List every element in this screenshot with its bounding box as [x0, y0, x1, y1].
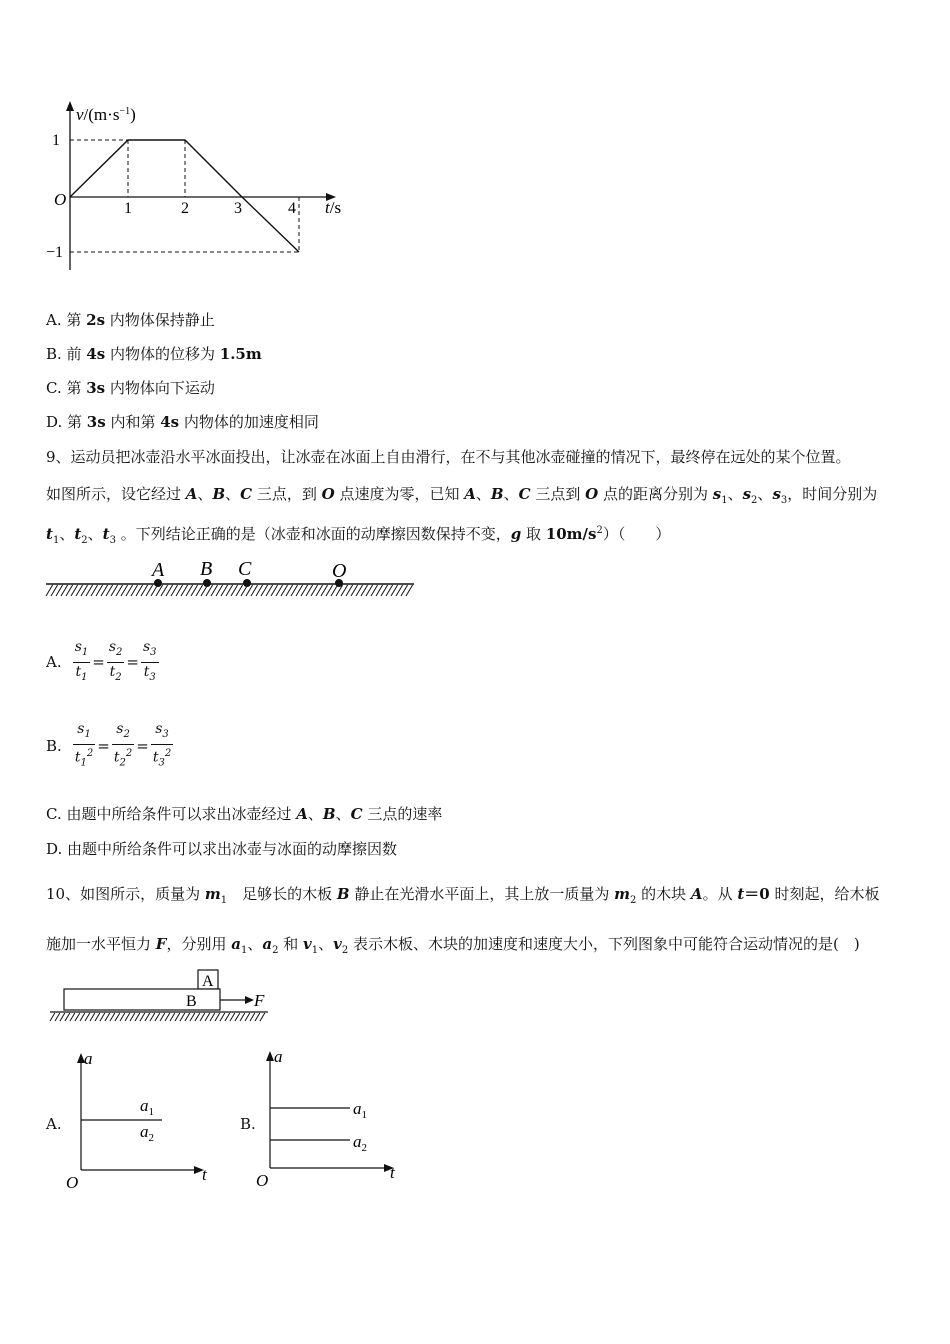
- x-tick-1: 1: [124, 200, 132, 217]
- y-axis-arrow: [66, 101, 74, 111]
- force-label: F: [254, 991, 265, 1010]
- hatch-mark: [130, 1013, 135, 1021]
- q10-graph-a: [62, 1048, 222, 1193]
- hatch-mark: [65, 1013, 70, 1021]
- y-label: a: [274, 1047, 283, 1066]
- hatch-mark: [230, 1013, 235, 1021]
- q10-graph-a-label: A.: [46, 1115, 62, 1133]
- a2-label: $a_2$: [140, 1122, 154, 1144]
- x-tick-2: 2: [181, 200, 189, 217]
- hatch-mark: [225, 1013, 230, 1021]
- q9-option-a: A. $\frac{s_1}{t_1}$ = $\frac{s_2}{t_2}$ = $\frac{s_3}{t_3}$: [46, 638, 159, 687]
- board-label: B: [186, 993, 197, 1010]
- velocity-time-graph: [40, 95, 360, 280]
- hatch-mark: [85, 1013, 90, 1021]
- label-b: B: [200, 558, 213, 580]
- hatch-mark: [210, 1013, 215, 1021]
- q10-graph-b-label: B.: [240, 1115, 256, 1133]
- q9-option-b: B. $\frac{s_1}{t_1^2}$ = $\frac{s_2}{t_2^2}$ = $\frac{s_3}{t_3^2}$: [46, 720, 173, 772]
- hatch-mark: [220, 1013, 225, 1021]
- q8-option-c: C. 第 3s 内物体向下运动: [46, 379, 215, 397]
- hatch-mark: [165, 1013, 170, 1021]
- hatch-mark: [125, 1013, 130, 1021]
- hatch-mark: [255, 1013, 260, 1021]
- q8-option-b: B. 前 4s 内物体的位移为 1.5m: [46, 345, 262, 363]
- hatch-mark: [150, 1013, 155, 1021]
- hatch-mark: [160, 1013, 165, 1021]
- hatch-mark: [90, 1013, 95, 1021]
- hatch-mark: [180, 1013, 185, 1021]
- x-label: t: [202, 1165, 207, 1184]
- q8-option-a: A. 第 2s 内物体保持静止: [46, 311, 215, 329]
- hatch-mark: [185, 1013, 190, 1021]
- hatch-mark: [200, 1013, 205, 1021]
- hatch-mark: [205, 1013, 210, 1021]
- hatch-mark: [155, 1013, 160, 1021]
- a1-label: $a_1$: [140, 1096, 154, 1118]
- y-label: $v/(m\cdot s^{-1})$: [76, 105, 136, 124]
- hatch-mark: [95, 1013, 100, 1021]
- q10-graph-b: [252, 1044, 412, 1192]
- q8-option-d: D. 第 3s 内和第 4s 内物体的加速度相同: [46, 413, 319, 431]
- q9-stem-line2: 如图所示，设它经过 A、B、C 三点，到 O 点速度为零，已知 A、B、C 三点到 O 点的距离分别为 $s_1$、$s_2$、$s_3$，时间分别为: [46, 485, 878, 506]
- hatch-mark: [100, 1013, 105, 1021]
- q9-stem-line1: 9、运动员把冰壶沿水平冰面投出，让冰壶在冰面上自由滑行，在不与其他冰壶碰撞的情况下，最终停在远处的某个位置。: [46, 448, 851, 466]
- block-board-figure: [46, 966, 276, 1024]
- fraction-s2-t2sq: $\frac{s_2}{t_2^2}$: [113, 721, 133, 769]
- q9-option-d: D. 由题中所给条件可以求出冰壶与冰面的动摩擦因数: [46, 840, 398, 858]
- block-label: A: [202, 973, 214, 990]
- hatch-mark: [105, 1013, 110, 1021]
- origin-label: O: [54, 190, 67, 209]
- x-tick-3: 3: [234, 200, 242, 217]
- hatch-mark: [190, 1013, 195, 1021]
- label-a: A: [152, 559, 165, 581]
- hatch-mark: [70, 1013, 75, 1021]
- hatch-mark: [55, 1013, 60, 1021]
- fraction-s1-t1sq: $\frac{s_1}{t_1^2}$: [74, 721, 94, 769]
- ice-surface-figure: [44, 556, 424, 600]
- hatch-mark: [245, 1013, 250, 1021]
- hatch-mark: [240, 1013, 245, 1021]
- label-o: O: [332, 560, 347, 582]
- hatch-mark: [80, 1013, 85, 1021]
- x-tick-4: 4: [288, 200, 296, 217]
- q10-stem-line2: 施加一水平恒力 F，分别用 $a_1$、$a_2$ 和 $v_1$、$v_2$ 表示木板、木块的加速度和速度大小，下列图象中可能符合运动情况的是( ): [46, 935, 860, 956]
- fraction-s3-t3: $\frac{s_3}{t_3}$: [142, 639, 157, 683]
- y-tick-1: 1: [52, 132, 60, 149]
- hatch-mark: [50, 1013, 55, 1021]
- hatch-mark: [115, 1013, 120, 1021]
- hatch-mark: [170, 1013, 175, 1021]
- y-tick-minus1: −1: [46, 244, 64, 261]
- hatch-mark: [110, 1013, 115, 1021]
- x-label: t: [390, 1163, 395, 1182]
- y-label: a: [84, 1049, 93, 1068]
- hatch-mark: [145, 1013, 150, 1021]
- hatch-mark: [60, 1013, 65, 1021]
- x-label: t/s: [325, 198, 342, 217]
- label-c: C: [238, 558, 252, 580]
- origin-label: O: [66, 1173, 79, 1192]
- point-b: [203, 579, 211, 587]
- fraction-s2-t2: $\frac{s_2}{t_2}$: [108, 639, 123, 683]
- q10-stem-line1: 10、如图所示，质量为 $m_1$ 足够长的木板 B 静止在光滑水平面上，其上放一质量为 $m_2$ 的木块 A。从 t＝0 时刻起，给木板: [46, 885, 880, 906]
- hatch-mark: [175, 1013, 180, 1021]
- a2-label: $a_2$: [353, 1132, 367, 1154]
- hatch-mark: [195, 1013, 200, 1021]
- hatch-mark: [235, 1013, 240, 1021]
- hatch-mark: [75, 1013, 80, 1021]
- hatch-mark: [215, 1013, 220, 1021]
- a1-label: $a_1$: [353, 1099, 367, 1121]
- hatch-mark: [120, 1013, 125, 1021]
- q9-stem-line3: $t_1$、$t_2$、$t_3$ 。下列结论正确的是（冰壶和冰面的动摩擦因数保持不变，g 取 $10m/s^2$）（ ）: [46, 525, 671, 546]
- fraction-s3-t3sq: $\frac{s_3}{t_3^2}$: [152, 721, 172, 769]
- point-c: [243, 579, 251, 587]
- q9-option-c: C. 由题中所给条件可以求出冰壶经过 A、B、C 三点的速率: [46, 805, 443, 823]
- hatch-mark: [140, 1013, 145, 1021]
- hatch-mark: [135, 1013, 140, 1021]
- origin-label: O: [256, 1171, 269, 1190]
- hatch-mark: [260, 1013, 265, 1021]
- fraction-s1-t1: $\frac{s_1}{t_1}$: [74, 639, 89, 683]
- hatch-mark: [250, 1013, 255, 1021]
